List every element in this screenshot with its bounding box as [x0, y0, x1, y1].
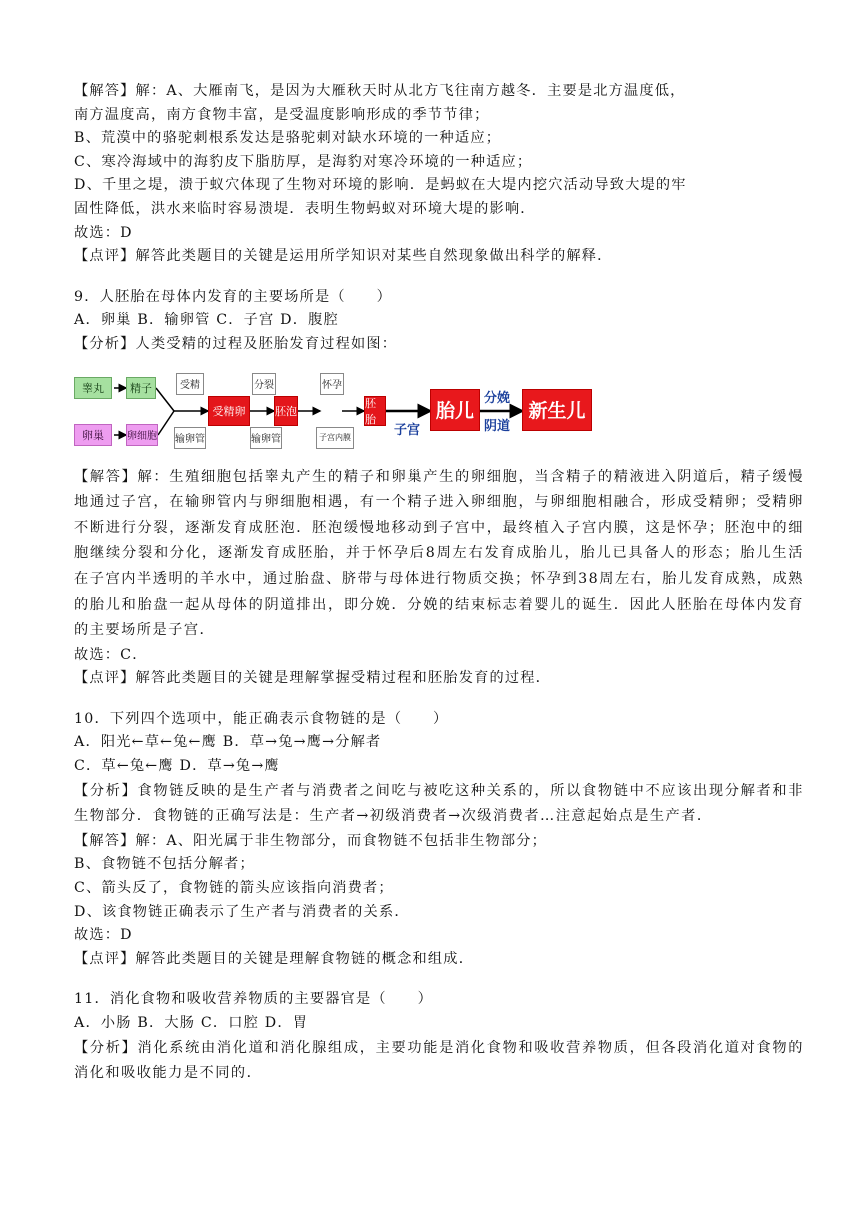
q10-answer-line-4: D、该食物链正确表示了生产者与消费者的关系．: [74, 903, 410, 920]
blastocyst-box: 胚泡: [274, 396, 298, 426]
q10-choice: 故选：D: [74, 927, 133, 944]
oviduct-label-2: 输卵管: [250, 427, 282, 449]
fetus-box: 胎儿: [430, 389, 480, 431]
q11-analysis: 【分析】消化系统由消化道和消化腺组成，主要功能是消化食物和吸收营养物质，但各段消化道对食物的消化和吸收能力是不同的．: [74, 1039, 804, 1082]
q10-answer-line-1: 【解答】解：A、阳光属于非生物部分，而食物链不包括非生物部分；: [74, 832, 548, 849]
embryo-box: 胚胎: [364, 396, 386, 426]
vagina-label: 阴道: [484, 418, 511, 434]
q10-options-1: A．阳光←草←兔←鹰 B．草→兔→鹰→分解者: [74, 734, 382, 751]
q9-answer: 【解答】解：生殖细胞包括睾丸产生的精子和卵巢产生的卵细胞，当含精子的精液进入阴道后，精子缓慢地通过子宫，在输卵管内与卵细胞相遇，有一个精子进入卵细胞，与卵细胞相融合，形成受精卵；受精卵不断进行分裂，逐渐发育成胚泡．胚泡缓慢地移动到子宫中，最终植入子宫内膜，这是怀孕；胚泡中的细胞继续分裂和分化，逐渐发育成胚胎，并于怀孕后8周左右发育成胎儿，胎儿已具备人的形态；胎儿生活在子宫内半透明的羊水中，通过胎盘、脐带与母体进行物质交换；怀孕到38周左右，胎儿发育成熟，成熟的胎儿和胎盘一起从母体的阴道排出，即分娩．分娩的结束标志着婴儿的诞生．因此人胚胎在母体内发育的主要场所是子宫．: [74, 468, 804, 639]
q8-answer-line-2: 南方温度高，南方食物丰富，是受温度影响形成的季节节律；: [74, 106, 490, 123]
fertilization-label: 受精: [176, 373, 204, 395]
ovary-box: 卵巢: [74, 424, 112, 446]
q9-analysis: 【分析】人类受精的过程及胚胎发育过程如图：: [74, 335, 398, 352]
q10-answer-line-2: B、食物链不包括分解者；: [74, 856, 255, 873]
q11-options: A．小肠 B．大肠 C．口腔 D．胃: [74, 1015, 309, 1031]
document-page: [74, 80, 804, 1087]
q8-answer-line-4: C、寒冷海域中的海豹皮下脂肪厚，是海豹对寒冷环境的一种适应；: [74, 153, 533, 170]
q8-answer-line-3: B、荒漠中的骆驼刺根系发达是骆驼刺对缺水环境的一种适应；: [74, 130, 502, 147]
q8-answer-line-6: 固性降低，洪水来临时容易溃堤．表明生物蚂蚁对环境大堤的影响．: [74, 200, 536, 217]
newborn-box: 新生儿: [522, 389, 592, 431]
pregnancy-label: 怀孕: [320, 373, 344, 395]
q8-answer-line-5: D、千里之堤，溃于蚁穴体现了生物对环境的影响．是蚂蚁在大堤内挖穴活动导致大堤的牢: [74, 177, 687, 194]
delivery-label: 分娩: [484, 390, 511, 406]
q10-answer-line-3: C、箭头反了，食物链的箭头应该指向消费者；: [74, 880, 394, 897]
q10-comment: 【点评】解答此类题目的关键是理解食物链的概念和组成．: [74, 950, 475, 967]
q11-question: 11．消化食物和吸收营养物质的主要器官是（ ）: [74, 991, 433, 1008]
q10-question: 10．下列四个选项中，能正确表示食物链的是（ ）: [74, 710, 449, 727]
testis-box: 睾丸: [74, 377, 112, 399]
uterus-label: 子宫: [394, 422, 421, 438]
egg-box: 卵细胞: [126, 424, 158, 446]
q8-choice: 故选：D: [74, 224, 133, 241]
fertilization-diagram: [74, 363, 594, 463]
q8-comment: 【点评】解答此类题目的关键是运用所学知识对某些自然现象做出科学的解释．: [74, 248, 613, 265]
q9-choice: 故选：C．: [74, 646, 148, 663]
q10-analysis: 【分析】食物链反映的是生产者与消费者之间吃与被吃这种关系的，所以食物链中不应该出现分解者和非生物部分．食物链的正确写法是：生产者→初级消费者→次级消费者…注意起始点是生产者．: [74, 782, 804, 825]
q9-comment: 【点评】解答此类题目的关键是理解掌握受精过程和胚胎发育的过程．: [74, 670, 552, 687]
zygote-box: 受精卵: [208, 396, 250, 426]
division-label: 分裂: [252, 373, 276, 395]
q9-question: 9．人胚胎在母体内发育的主要场所是（ ）: [74, 288, 392, 305]
q9-options: A．卵巢 B．输卵管 C．子宫 D．腹腔: [74, 312, 339, 329]
q10-options-2: C．草←兔←鹰 D．草→兔→鹰: [74, 758, 280, 775]
endometrium-label: 子宫内膜: [316, 427, 354, 449]
oviduct-label: 输卵管: [174, 427, 206, 449]
q8-answer-line-1: 【解答】解：A、大雁南飞，是因为大雁秋天时从北方飞往南方越冬．主要是北方温度低，: [74, 83, 686, 99]
sperm-box: 精子: [126, 377, 156, 399]
